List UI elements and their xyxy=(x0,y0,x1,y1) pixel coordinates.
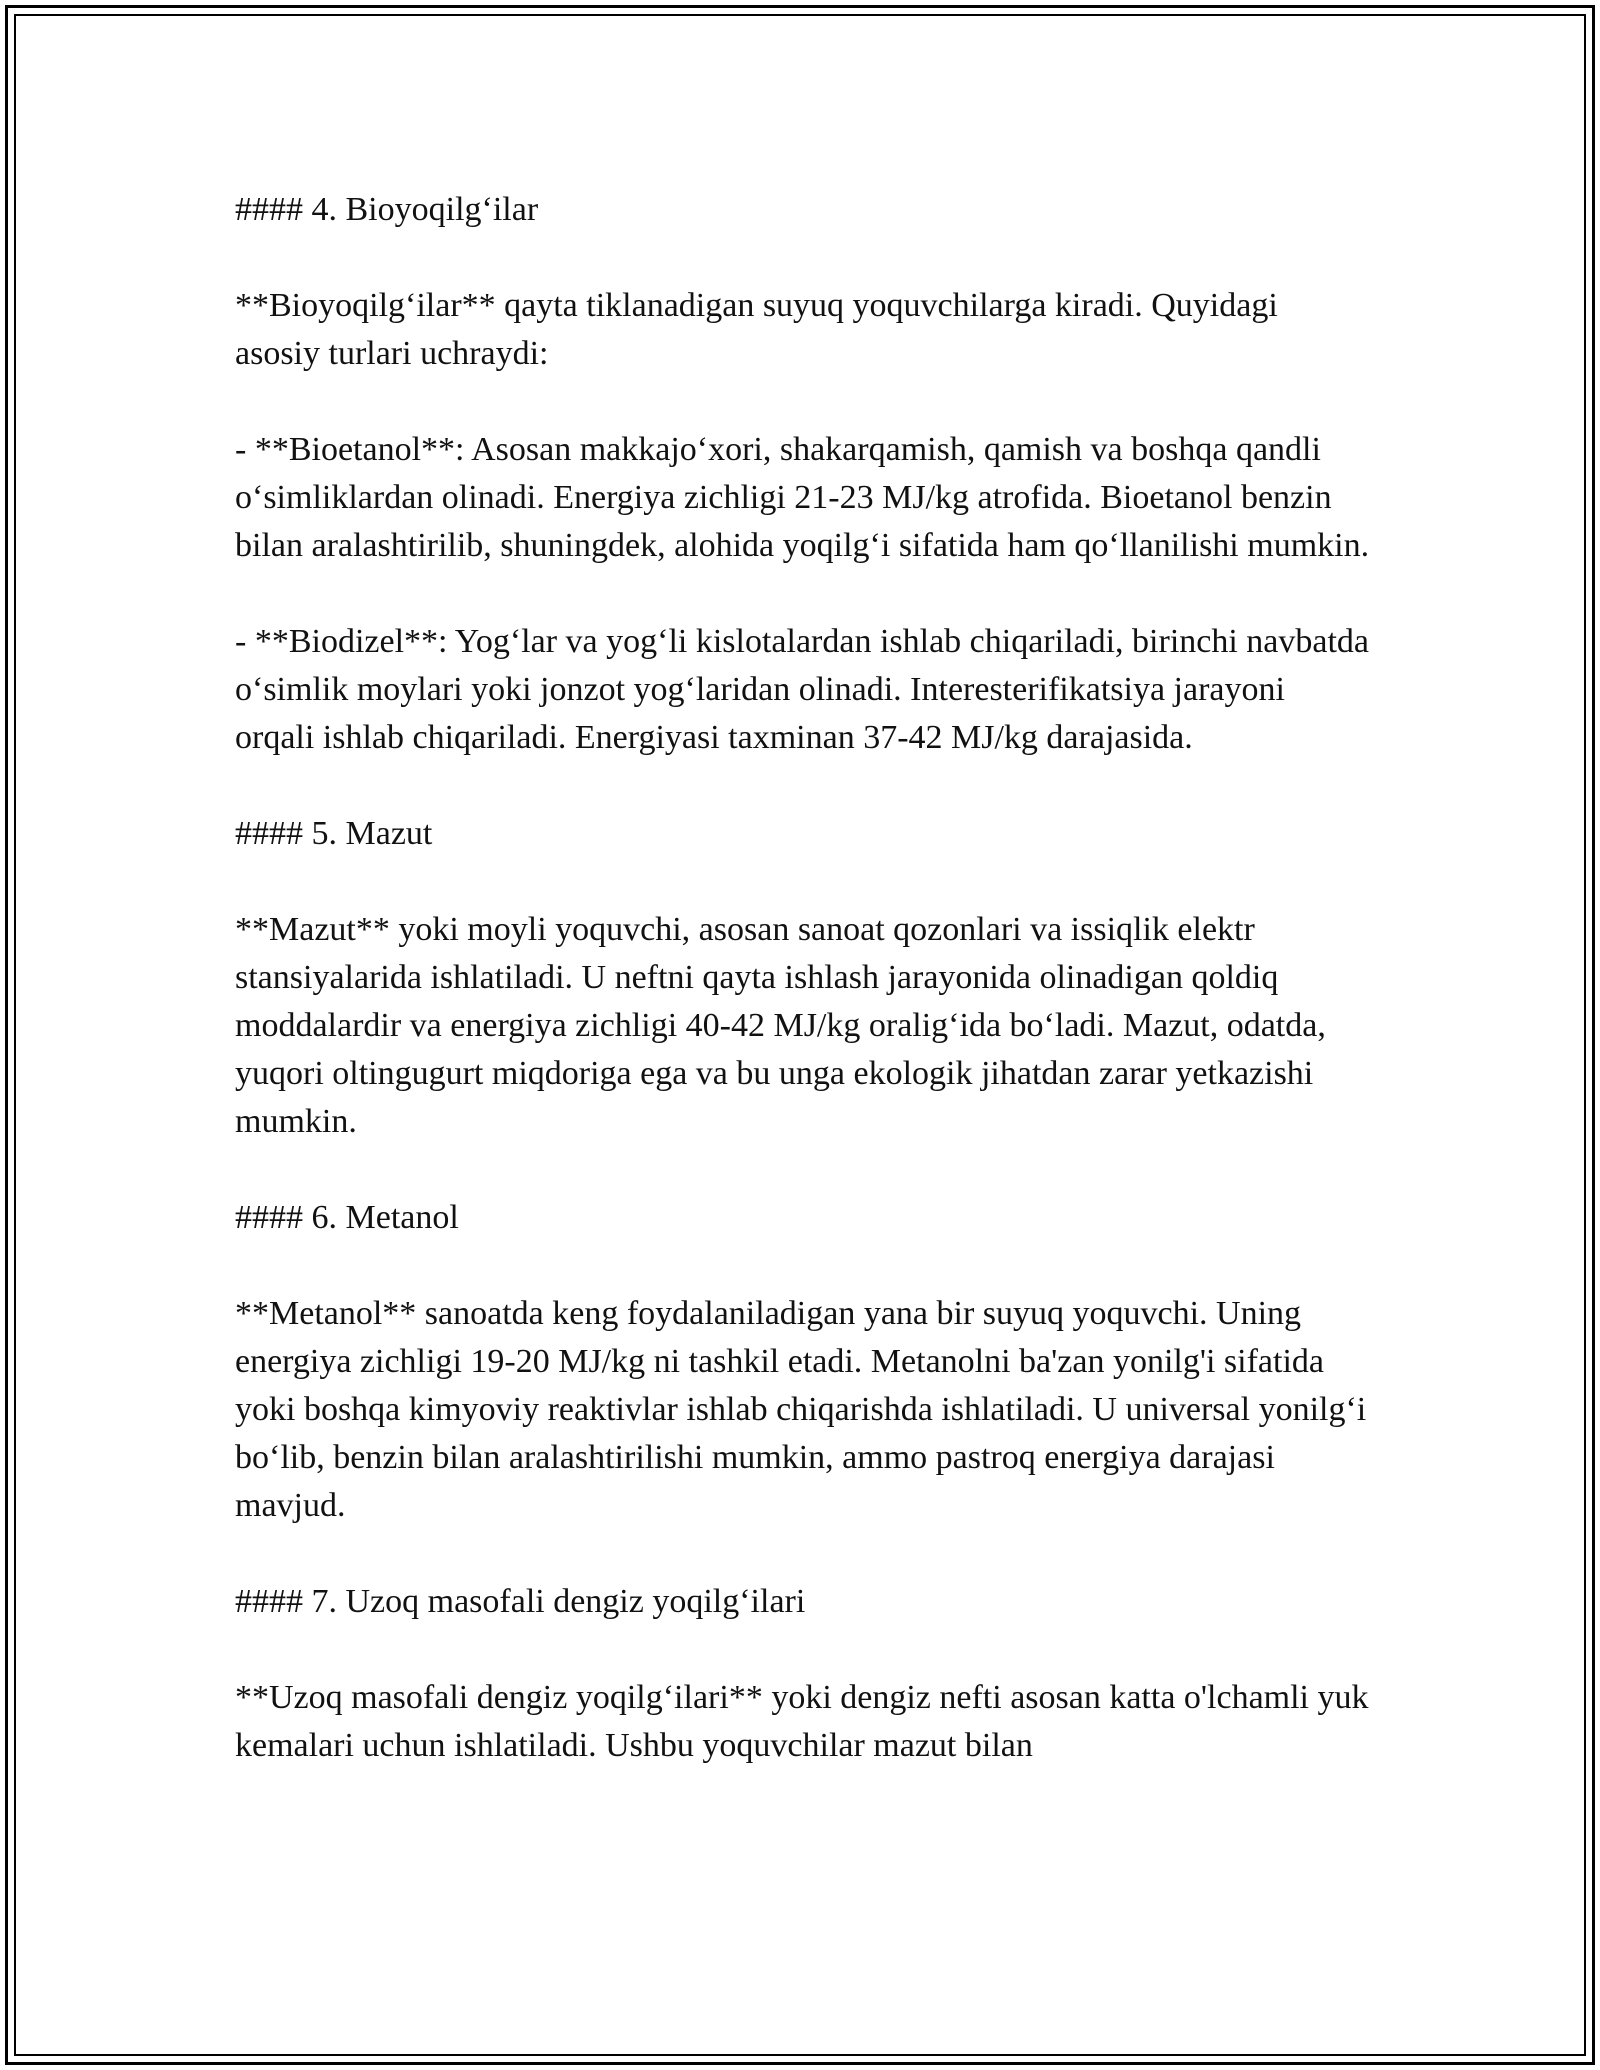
paragraph-mazut: **Mazut** yoki moyli yoquvchi, asosan sanoat qozonlari va issiqlik elektr stansiyalarida ishlatiladi. U neftni qayta ishlash jarayonida olinadigan qoldiq moddalardir va energiya zichligi 40-42 MJ/kg oralig‘ida bo‘ladi. Mazut, odatda, yuqori oltingugurt miqdoriga ega va bu unga ekologik jihatdan zarar yetkazishi mumkin. xyxy=(235,911,1326,1140)
list-item-bioetanol: - **Bioetanol**: Asosan makkajo‘xori, shakarqamish, qamish va boshqa qandli o‘simliklardan olinadi. Energiya zichligi 21-23 MJ/kg atrofida. Bioetanol benzin bilan aralashtirilib, shuningdek, alohida yoqilg‘i sifatida ham qo‘llanilishi mumkin. xyxy=(235,431,1370,564)
heading-bioyoqilgilar: #### 4. Bioyoqilg‘ilar xyxy=(235,191,539,228)
paragraph-bioyoqilgilar-intro: **Bioyoqilg‘ilar** qayta tiklanadigan suyuq yoquvchilarga kiradi. Quyidagi asosiy turlari uchraydi: xyxy=(235,287,1278,372)
list-item-biodizel: - **Biodizel**: Yog‘lar va yog‘li kislotalardan ishlab chiqariladi, birinchi navbatda o‘simlik moylari yoki jonzot yog‘laridan olinadi. Interesterifikatsiya jarayoni orqali ishlab chiqariladi. Energiyasi taxminan 37-42 MJ/kg darajasida. xyxy=(235,623,1370,756)
heading-dengiz-yoqilgilari: #### 7. Uzoq masofali dengiz yoqilg‘ilari xyxy=(235,1583,806,1620)
document-body xyxy=(235,186,1370,1818)
heading-metanol: #### 6. Metanol xyxy=(235,1199,459,1236)
paragraph-metanol: **Metanol** sanoatda keng foydalaniladigan yana bir suyuq yoquvchi. Uning energiya zichligi 19-20 MJ/kg ni tashkil etadi. Metanolni ba'zan yonilg'i sifatida yoki boshqa kimyoviy reaktivlar ishlab chiqarishda ishlatiladi. U universal yonilg‘i bo‘lib, benzin bilan aralashtirilishi mumkin, ammo pastroq energiya darajasi mavjud. xyxy=(235,1295,1367,1524)
paragraph-dengiz-yoqilgilari: **Uzoq masofali dengiz yoqilg‘ilari** yoki dengiz nefti asosan katta o'lchamli yuk kemalari uchun ishlatiladi. Ushbu yoquvchilar mazut bilan xyxy=(235,1679,1369,1764)
heading-mazut: #### 5. Mazut xyxy=(235,815,433,852)
